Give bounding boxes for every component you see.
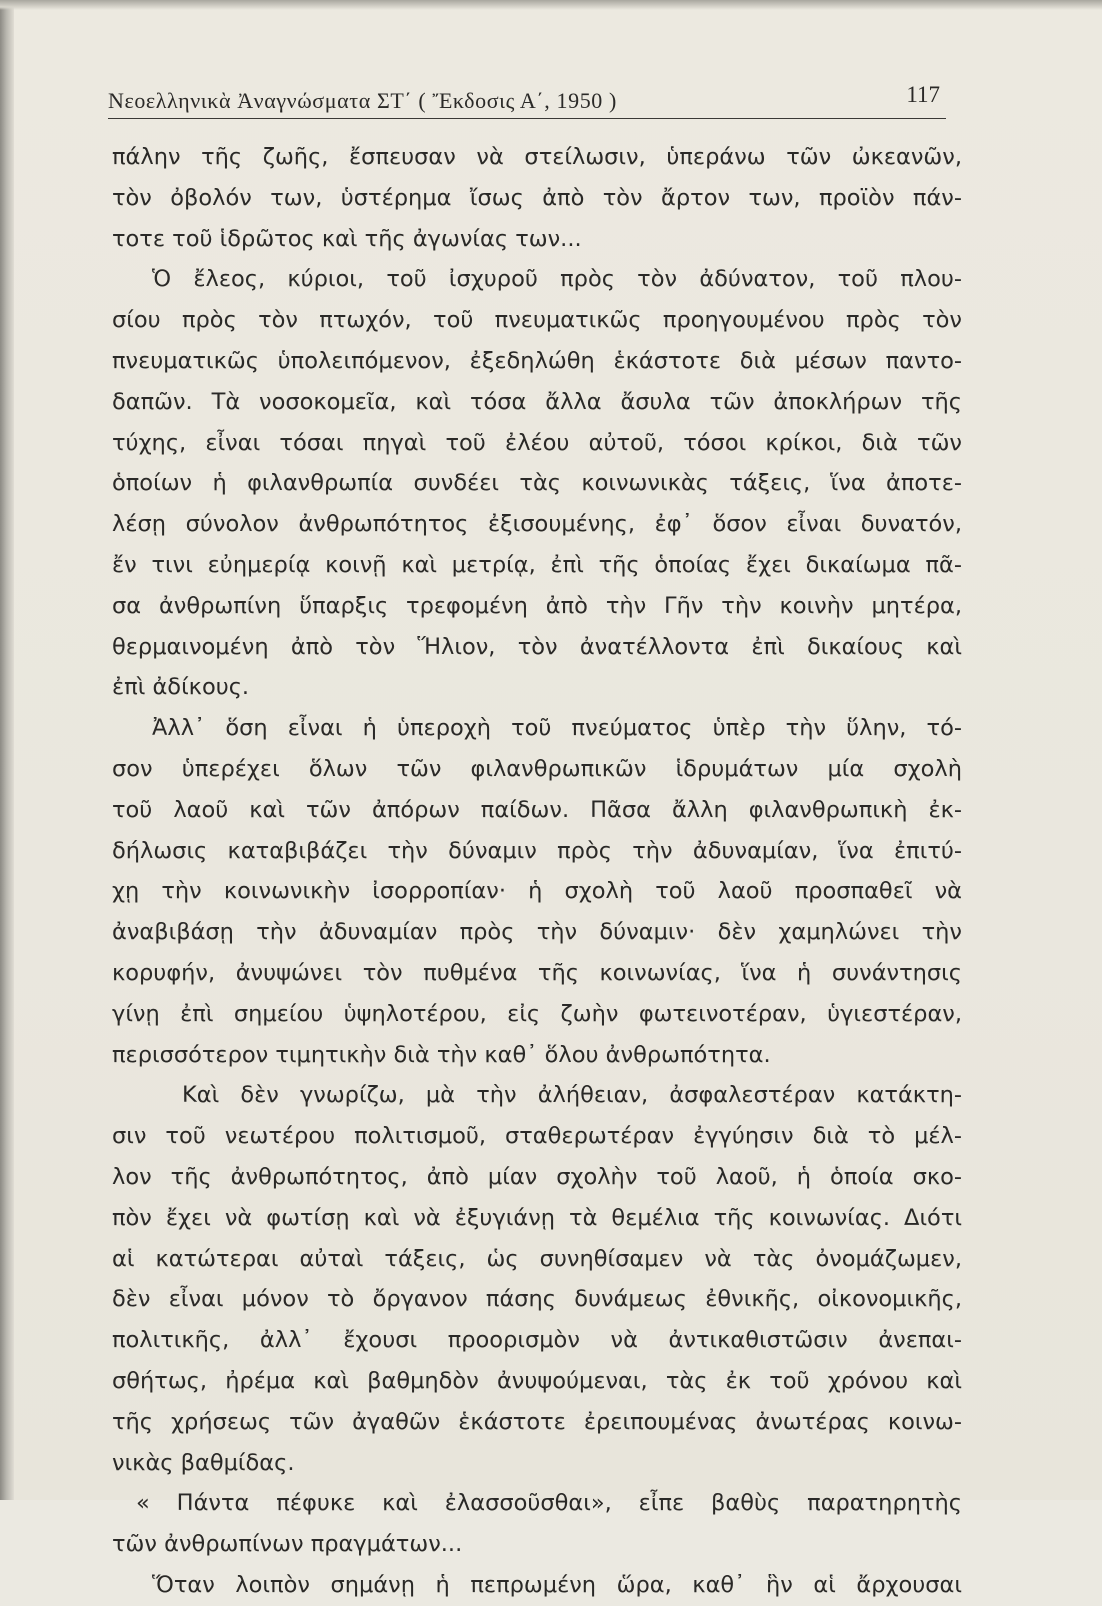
text-line: δὲν εἶναι μόνον τὸ ὄργανον πάσης δυνάμεως ἐθνικῆς, οἰκονομικῆς,	[112, 1286, 962, 1313]
page-top-edge	[0, 0, 1102, 10]
page-number: 117	[906, 82, 940, 107]
text-line: ἀναβιβάσῃ τὴν ἀδυναμίαν πρὸς τὴν δύναμιν· δὲν χαμηλώνει τὴν	[112, 919, 962, 946]
text-line: αἱ κατώτεραι αὐταὶ τάξεις, ὡς συνηθίσαμεν νὰ τὰς ὀνομάζωμεν,	[112, 1245, 962, 1272]
text-line: σον ὑπερέχει ὅλων τῶν φιλανθρωπικῶν ἱδρυμάτων μία σχολὴ	[112, 755, 962, 782]
text-line: πολιτικῆς, ἀλλ᾽ ἔχουσι προορισμὸν νὰ ἀντικαθιστῶσιν ἀνεπαι-	[112, 1327, 962, 1354]
text-line: σα ἀνθρωπίνη ὕπαρξις τρεφομένη ἀπὸ τὴν Γῆν τὴν κοινὴν μητέρα,	[112, 592, 962, 619]
text-line: τῆς χρήσεως τῶν ἀγαθῶν ἑκάστοτε ἐρειπουμένας ἀνωτέρας κοινω-	[112, 1408, 962, 1435]
text-line: νικὰς βαθμίδας.	[112, 1449, 295, 1476]
text-line: τῶν ἀνθρωπίνων πραγμάτων...	[112, 1531, 463, 1558]
body-text	[112, 137, 962, 1606]
text-line: τοτε τοῦ ἱδρῶτος καὶ τῆς ἀγωνίας των...	[112, 225, 582, 252]
text-line: σίου πρὸς τὸν πτωχόν, τοῦ πνευματικῶς προηγουμένου πρὸς τὸν	[112, 307, 962, 334]
text-line: Ὁ ἔλεος, κύριοι, τοῦ ἰσχυροῦ πρὸς τὸν ἀδύνατον, τοῦ πλου-	[152, 266, 962, 293]
text-line: δήλωσις καταβιβάζει τὴν δύναμιν πρὸς τὴν ἀδυναμίαν, ἵνα ἐπιτύ-	[112, 837, 962, 864]
header-rule	[108, 118, 946, 119]
text-line: ἐπὶ ἀδίκους.	[112, 674, 250, 701]
text-line: περισσότερον τιμητικὴν διὰ τὴν καθ᾽ ὅλου ἀνθρωπότητα.	[112, 1041, 771, 1068]
text-line: ἔν τινι εὐημερίᾳ κοινῇ καὶ μετρίᾳ, ἐπὶ τῆς ὁποίας ἔχει δικαίωμα πᾶ-	[112, 551, 962, 578]
text-line: τοῦ λαοῦ καὶ τῶν ἀπόρων παίδων. Πᾶσα ἄλλη φιλανθρωπικὴ ἐκ-	[112, 796, 962, 823]
text-line: πάλην τῆς ζωῆς, ἔσπευσαν νὰ στείλωσιν, ὑπεράνω τῶν ὠκεανῶν,	[112, 144, 962, 170]
text-line: Καὶ δὲν γνωρίζω, μὰ τὴν ἀλήθειαν, ἀσφαλεστέραν κατάκτη-	[182, 1082, 962, 1109]
binding-edge	[0, 0, 14, 1500]
text-line: σιν τοῦ νεωτέρου πολιτισμοῦ, σταθερωτέραν ἐγγύησιν διὰ τὸ μέλ-	[112, 1123, 962, 1150]
text-line: λέσῃ σύνολον ἀνθρωπότητος ἐξισουμένης, ἐφ᾽ ὅσον εἶναι δυνατόν,	[112, 511, 962, 538]
text-line: θερμαινομένη ἀπὸ τὸν Ἥλιον, τὸν ἀνατέλλοντα ἐπὶ δικαίους καὶ	[112, 633, 962, 660]
page-header	[108, 82, 946, 120]
text-line: χῃ τὴν κοινωνικὴν ἰσορροπίαν· ἡ σχολὴ τοῦ λαοῦ προσπαθεῖ νὰ	[112, 878, 962, 905]
text-line: « Πάντα πέφυκε καὶ ἐλασσοῦσθαι», εἶπε βαθὺς παρατηρητὴς	[136, 1490, 962, 1517]
text-line: πὸν ἔχει νὰ φωτίσῃ καὶ νὰ ἐξυγιάνῃ τὰ θεμέλια τῆς κοινωνίας. Διότι	[112, 1204, 962, 1231]
text-line: Ὅταν λοιπὸν σημάνῃ ἡ πεπρωμένη ὥρα, καθ᾽ ἣν αἱ ἄρχουσαι	[152, 1571, 962, 1598]
text-line: ὁποίων ἡ φιλανθρωπία συνδέει τὰς κοινωνικὰς τάξεις, ἵνα ἀποτε-	[112, 470, 962, 497]
running-head: Νεοελληνικὰ Ἀναγνώσματα ΣΤ΄ ( Ἔκδοσις Α΄, 1950 )	[108, 88, 617, 113]
text-line: τὸν ὀβολόν των, ὑστέρημα ἴσως ἀπὸ τὸν ἄρτον των, προϊὸν πάν-	[112, 184, 962, 211]
text-line: πνευματικῶς ὑπολειπόμενον, ἐξεδηλώθη ἑκάστοτε διὰ μέσων παντο-	[112, 347, 962, 374]
text-line: γίνῃ ἐπὶ σημείου ὑψηλοτέρου, εἰς ζωὴν φωτεινοτέραν, ὑγιεστέραν,	[112, 1000, 962, 1027]
text-line: λον τῆς ἀνθρωπότητος, ἀπὸ μίαν σχολὴν τοῦ λαοῦ, ἡ ὁποία σκο-	[112, 1163, 962, 1190]
text-line: σθήτως, ἠρέμα καὶ βαθμηδὸν ἀνυψούμεναι, τὰς ἐκ τοῦ χρόνου καὶ	[112, 1367, 962, 1394]
text-line: τύχης, εἶναι τόσαι πηγαὶ τοῦ ἐλέου αὐτοῦ, τόσοι κρίκοι, διὰ τῶν	[112, 429, 962, 456]
text-line: δαπῶν. Τὰ νοσοκομεῖα, καὶ τόσα ἄλλα ἄσυλα τῶν ἀποκλήρων τῆς	[112, 388, 962, 415]
text-line: Ἀλλ᾽ ὅση εἶναι ἡ ὑπεροχὴ τοῦ πνεύματος ὑπὲρ τὴν ὕλην, τό-	[152, 715, 962, 742]
text-line: κορυφήν, ἀνυψώνει τὸν πυθμένα τῆς κοινωνίας, ἵνα ἡ συνάντησις	[112, 959, 962, 986]
